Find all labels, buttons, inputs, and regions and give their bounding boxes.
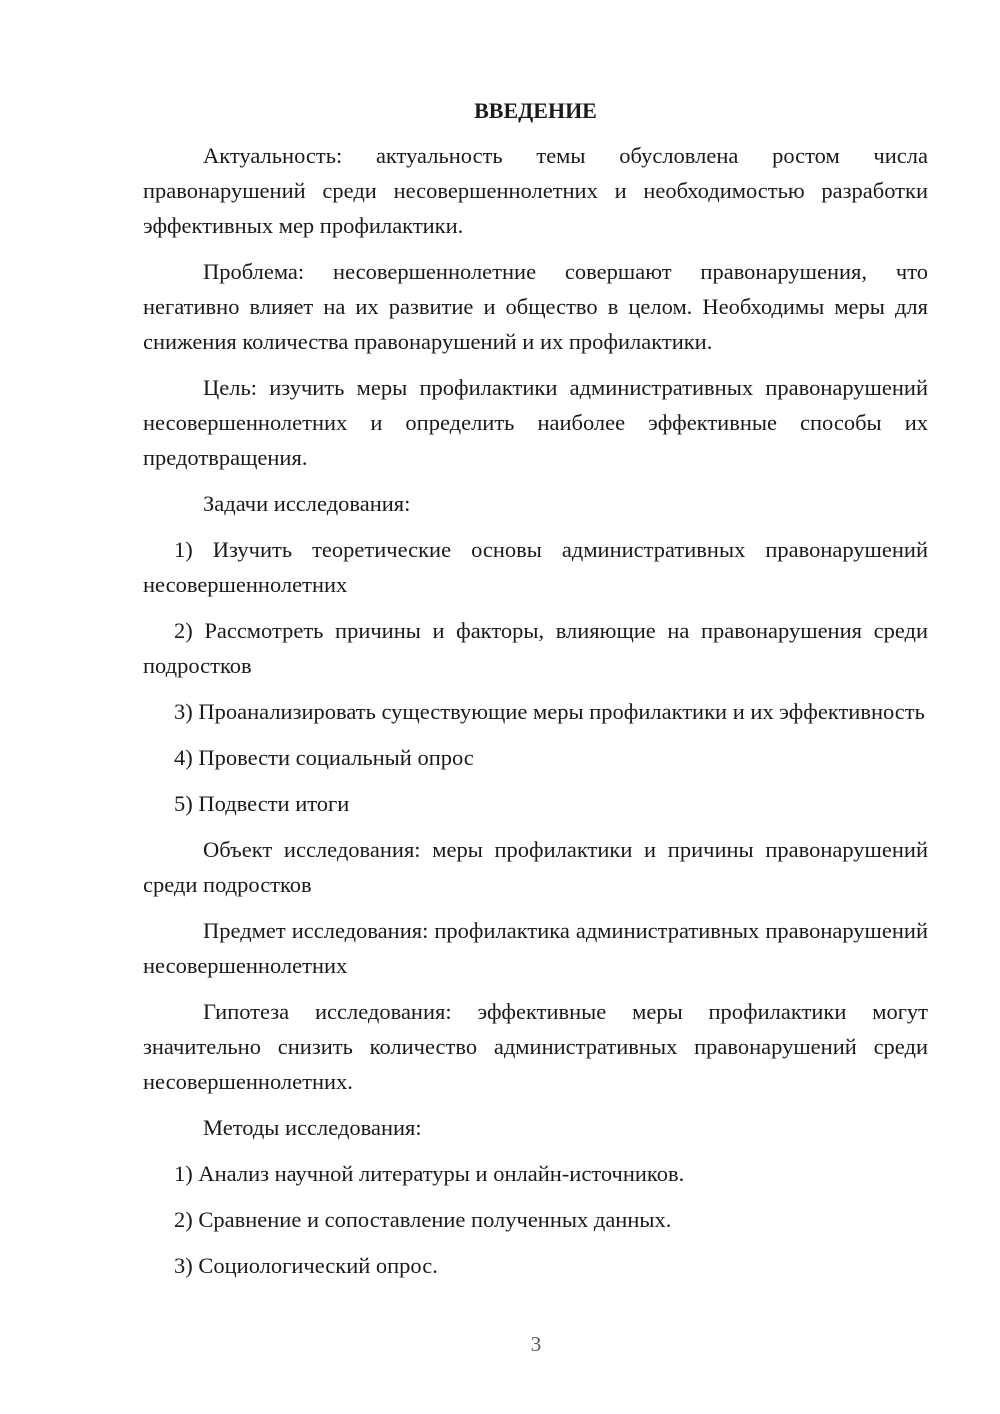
task-item: 1) Изучить теоретические основы административных правонарушений несовершеннолетних xyxy=(143,537,928,597)
object-paragraph: Объект исследования: меры профилактики и причины правонарушений среди подростков xyxy=(143,837,928,897)
method-item: 2) Сравнение и сопоставление полученных данных. xyxy=(174,1207,672,1232)
subject-paragraph: Предмет исследования: профилактика административных правонарушений несовершеннолетних xyxy=(143,918,928,978)
relevance-paragraph: Актуальность: актуальность темы обусловлена ростом числа правонарушений среди несовершеннолетних и необходимостью разработки эффективных мер профилактики. xyxy=(143,143,928,238)
page-title: ВВЕДЕНИЕ xyxy=(474,98,597,123)
hypothesis-paragraph: Гипотеза исследования: эффективные меры профилактики могут значительно снизить количество административных правонарушений среди несовершеннолетних. xyxy=(143,999,928,1094)
tasks-heading: Задачи исследования: xyxy=(203,491,411,516)
methods-heading: Методы исследования: xyxy=(203,1115,422,1140)
page-number: 3 xyxy=(530,1332,542,1356)
method-item: 3) Социологический опрос. xyxy=(174,1253,438,1278)
goal-paragraph: Цель: изучить меры профилактики административных правонарушений несовершеннолетних и определить наиболее эффективные способы их предотвращения. xyxy=(143,375,928,470)
task-item: 3) Проанализировать существующие меры профилактики и их эффективность xyxy=(174,699,925,724)
problem-paragraph: Проблема: несовершеннолетние совершают правонарушения, что негативно влияет на их развитие и общество в целом. Необходимы меры для снижения количества правонарушений и их профилактики. xyxy=(143,259,928,354)
method-item: 1) Анализ научной литературы и онлайн-источников. xyxy=(174,1161,685,1186)
task-item: 4) Провести социальный опрос xyxy=(174,745,474,770)
task-item: 2) Рассмотреть причины и факторы, влияющие на правонарушения среди подростков xyxy=(143,618,928,678)
page-content xyxy=(143,94,928,1294)
task-item: 5) Подвести итоги xyxy=(174,791,350,816)
